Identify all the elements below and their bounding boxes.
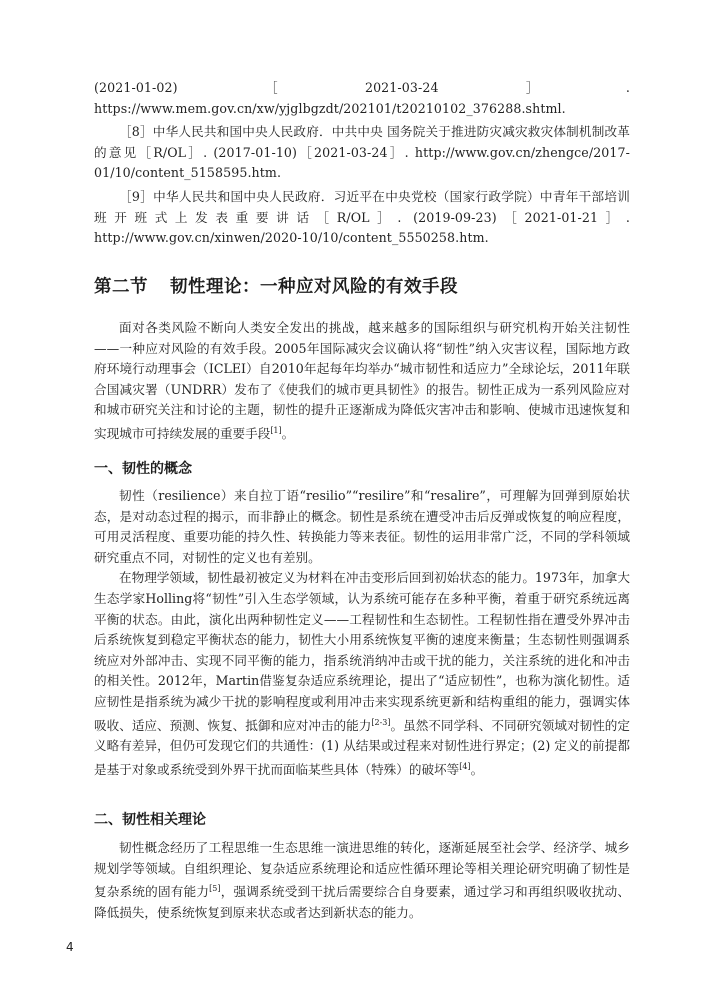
section-number: 第二节	[94, 277, 148, 297]
reference-8: ［8］中华人民共和国中央人民政府．中共中央 国务院关于推进防灾减灾救灾体制机制改革的意见［R/OL］. (2017-01-10)［2021-03-24］. http://www.gov.cn/zhengce/2017-01/10/content_5158595.htm.	[94, 124, 630, 181]
paragraph-2-text-b: 。虽然不同学科、不同研究领域对韧性的定义略有差异，但仍可发现它们的共通性：(1) 从结果或过程来对韧性进行界定；(2) 定义的前提都是基于对象或系统受到外界干扰而面临某些具体（特殊）的破坏等	[94, 717, 631, 777]
subsection-2-body	[94, 838, 630, 923]
citation-1: [1]	[270, 425, 282, 435]
reference-9: ［9］中华人民共和国中央人民政府．习近平在中央党校（国家行政学院）中青年干部培训班开班式上发表重要讲话［R/OL］. (2019-09-23)［2021-01-21］. http://www.gov.cn/xinwen/2020-10/10/content_5550258.htm.	[94, 188, 630, 246]
subsection-1-body	[94, 486, 630, 780]
section-heading	[94, 273, 630, 298]
citation-5: [5]	[209, 884, 221, 894]
intro-paragraph	[94, 318, 630, 445]
subsection-2-heading: 二、韧性相关理论	[94, 812, 206, 828]
intro-end: 。	[281, 425, 295, 441]
subsection-1-paragraph-2	[94, 568, 630, 780]
subsection-1-paragraph-1: 韧性（resilience）来自拉丁语“resilio”“resilire”和“resalire”，可理解为回弹到原始状态，是对动态过程的揭示，而非静止的概念。韧性是系统在遭受冲击后反弹或恢复的响应程度，可用灵活程度、重要功能的持久性、转换能力等来表征。韧性的运用非常广泛，不同的学科领域研究重点不同，对韧性的定义也有差别。	[94, 488, 630, 565]
subsection-2-paragraph-1	[94, 838, 630, 923]
paragraph-2-text-c: 。	[470, 761, 484, 777]
intro-text: 面对各类风险不断向人类安全发出的挑战，越来越多的国际组织与研究机构开始关注韧性——一种应对风险的有效手段。2005年国际减灾会议确认将“韧性”纳入灾害议程，国际地方政府环境行动理事会（ICLEI）自2010年起每年均举办“城市韧性和适应力”全球论坛，2011年联合国减灾署（UNDRR）发布了《使我们的城市更具韧性》的报告。韧性正成为一系列风险应对和城市研究关注和讨论的主题，韧性的提升正逐渐成为降低灾害冲击和影响、使城市迅速恢复和实现城市可持续发展的重要手段	[94, 320, 630, 441]
subsection-2-text-b: ，强调系统受到干扰后需要综合自身要素，通过学习和再组织吸收扰动、降低损失，使系统恢复到原来状态或者达到新状态的能力。	[94, 884, 631, 920]
reference-list	[94, 78, 630, 252]
intro-paragraph-block	[94, 318, 630, 445]
page-number: 4	[66, 940, 74, 954]
citation-4: [4]	[459, 761, 471, 771]
paragraph-2-text-a: 在物理学领域，韧性最初被定义为材料在冲击变形后回到初始状态的能力。1973年，加拿大生态学家Holling将“韧性”引入生态学领域，认为系统可能存在多种平衡，着重于研究系统远离平衡的状态。由此，演化出两种韧性定义——工程韧性和生态韧性。工程韧性指在遭受外界冲击后系统恢复到稳定平衡状态的能力，韧性大小用系统恢复平衡的速度来衡量；生态韧性则强调系统应对外部冲击、实现不同平衡的能力，指系统消纳冲击或干扰的能力，关注系统的进化和冲击的相关性。2012年，Martin借鉴复杂适应系统理论，提出了“适应韧性”，也称为演化韧性。适应韧性是指系统为减少干扰的影响程度或利用冲击来实现系统更新和结构重组的能力，强调实体吸收、适应、预测、恢复、抵御和应对冲击的能力	[94, 570, 630, 733]
subsection-2-text-a: 韧性概念经历了工程思维一生态思维一演进思维的转化，逐渐延展至社会学、经济学、城乡规划学等领域。自组织理论、复杂适应系统理论和适应性循环理论等相关理论研究明确了韧性是复杂系统的固有能力	[94, 840, 630, 900]
reference-7-continuation: (2021-01-02)［2021-03-24］. https://www.mem.gov.cn/xw/yjglbgzdt/202101/t20210102_376288.shtml.	[94, 80, 630, 116]
section-title: 韧性理论：一种应对风险的有效手段	[170, 277, 458, 297]
subsection-1-heading: 一、韧性的概念	[94, 461, 192, 477]
citation-2-3: [2-3]	[371, 717, 391, 727]
